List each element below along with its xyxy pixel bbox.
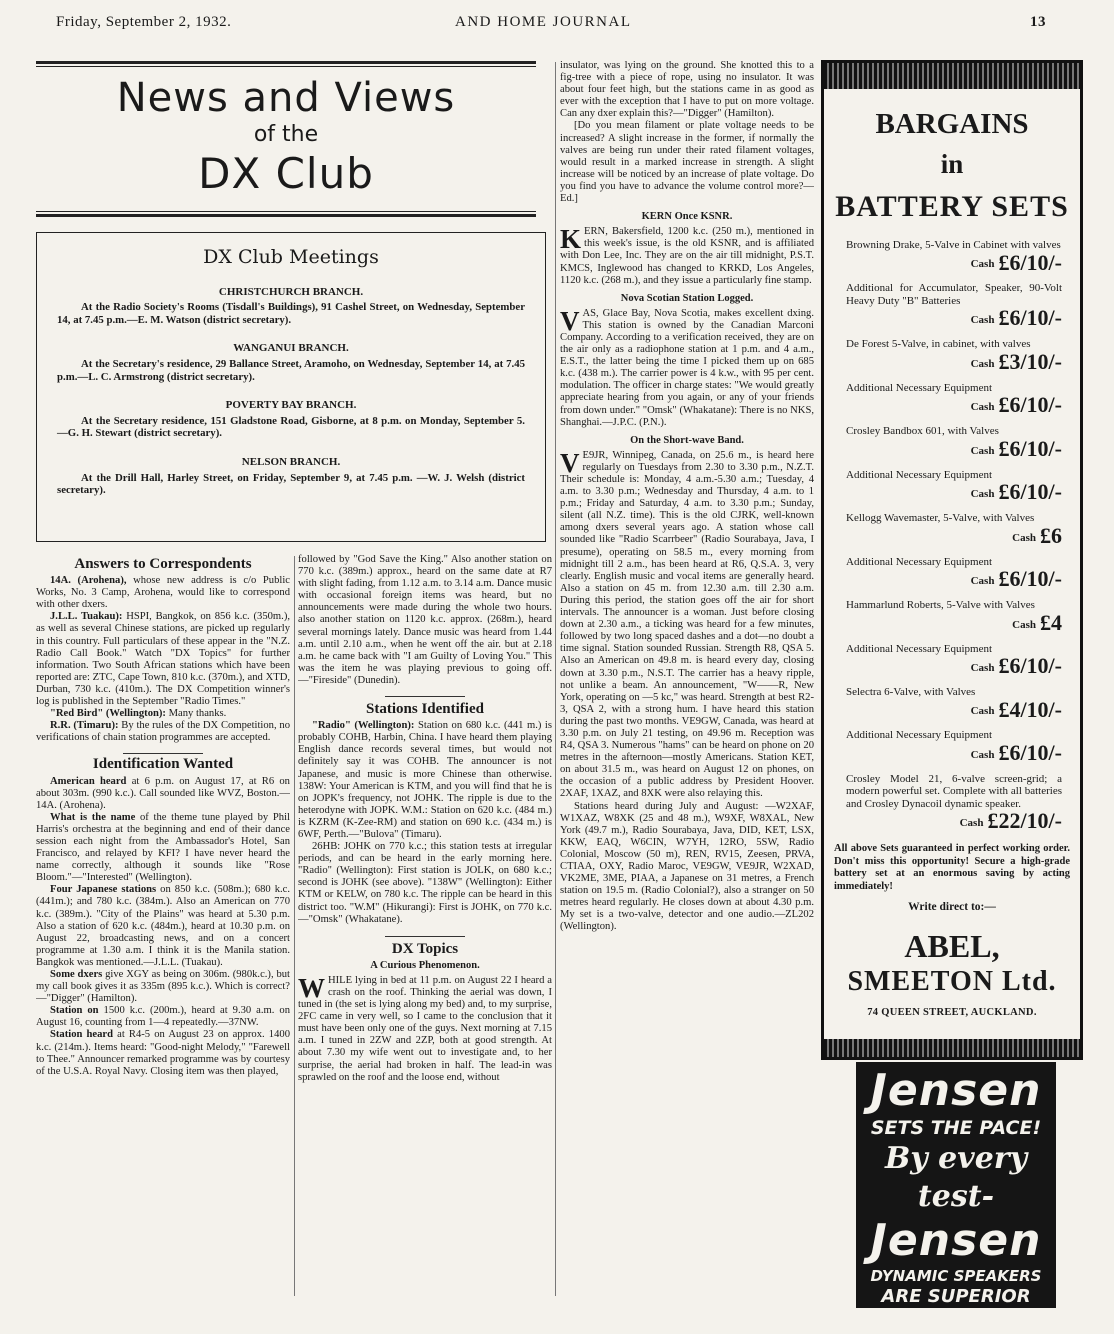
ad-item: Additional Necessary Equipment Cash £6/10/- <box>846 381 1062 418</box>
shortwave-text: V E9JR, Winnipeg, Canada, on 25.6 m., is heard here regularly on Tuesdays from 2.30 to 3.30 p.m., N.Z.T. Their schedule is: Monday, 4 a.m.-5.30 a.m.; Tuesday, 4 a.m. to 3.30 p.m.; Wednesday and Thursday, 4 a.m. to 1 p.m.; Friday and Saturday, 4 a.m. to 3.30 p.m.; Sunday, silent (all N.Z. time). This is the old CJRK, well-known among dxers several years ago. A station whose call sounded like "Radio Scarrbeer" (Radio Sourabaya, Java, I presume), operating on 58.5 m., every morning from midnight till 2 a.m., has been heard at R6, Q.S.A. 3, very clearly. English music and vocal items are generally heard. Also a station on 45 m. from 12.30 a.m. till 2.30 a.m. During this period, the station goes off the air for short intervals. The announcer is a woman. Just before closing down at 2.30 a.m., a ticking was heard for a few minutes, followed by two long spaced dashes and a dot—no doubt a time signal. Station sounded Russian. Strength R8, QSA 5. Also an American on 49.8 m. is heard every day, closing down at 3.30 p.m., N.S.T. The carrier has a heavy ripple, not unlike a beam. An announcement, "W——R, New York, operating on —5 kc," was heard. Strength at best R2-3, QSA 2, with a strong hum. I have heard this station during the past two months. VE9GW, Canada, was heard at 3.30 p.m. on July 21 testing, on 49.96 m. Reception was R4, QSA 3. Numerous "hams" can be heard on phone on 20 metres in the afternoon—mostly Americans. Station KET, on about 31.5 m., was heard on August 12 on phones, on the occasion of a public address by President Hoover. 2XAF, 1XAZ, and 8XK were also relaying this. <box>560 447 814 800</box>
column-1 <box>36 554 290 1314</box>
kern-text: KERN, Bakersfield, 1200 k.c. (250 m.), mentioned in this week's issue, is the old KSNR, and is affiliated with Don Lee, Inc. They are on the air till midnight, P.S.T. KMCS, Inglewood has changed to KRKD, Los Angeles, 1120 k.c. (268 m.), and they issue a particularly fine stamp. <box>560 224 814 286</box>
answer-item: "Red Bird" (Wellington): Many thanks. <box>50 708 227 720</box>
column-divider <box>555 62 556 1296</box>
company-line-1: ABEL, <box>904 928 1000 965</box>
ad-item: Kellogg Wavemaster, 5-Valve, with Valves Cash £6 <box>846 512 1062 548</box>
ad-company <box>824 927 1080 999</box>
ident-item: Some dxers give XGY as being on 306m. (980k.c.), but my call book gives it as 335m (895 k.c.). Which is correct? —"Digger" (Hamilton). <box>36 969 290 1005</box>
column-3 <box>560 60 814 1316</box>
jensen-slogan-4: ARE SUPERIOR <box>881 1286 1031 1307</box>
stations-heading: Stations Identified <box>366 701 484 718</box>
column-divider <box>294 556 295 1296</box>
ident-item: American heard at 6 p.m. on August 17, at R6 on about 303m. (990 k.c.). Call sounded like WVZ, Boston.—14A. (Arohena). <box>36 775 290 811</box>
jensen-slogan-1: SETS THE PACE! <box>870 1117 1042 1139</box>
jensen-slogan-2: By every test- <box>884 1141 1028 1214</box>
masthead-rule-top-thin <box>36 66 536 67</box>
ad-heading <box>824 107 1080 225</box>
ad-address: 74 QUEEN STREET, AUCKLAND. <box>867 1007 1037 1019</box>
continued-text: followed by "God Save the King." Also another station on 770 k.c. (389m.) approx., heard on the same date at R7 with slight fading, from 1.12 a.m. to 3.14 a.m. Dance music with occasional foreign items was heard, but no announcements were made during the whole two hours. also another station on 1120 k.c. approx. (268m.), heard several mornings lately. Dance music was heard from 1.44 a.m. until 2.10 a.m., when he went off the air. but at 2.18 a.m. he came back with "I am Guilty of Loving You." This was the item he was playing previous to going off.—"Fireside" (Dunedin). <box>298 554 552 686</box>
masthead-line2: of the <box>253 122 319 147</box>
drop-cap: W <box>298 972 325 1003</box>
station-item: "Radio" (Wellington): Station on 680 k.c. (441 m.) is probably COHB, Harbin, China. I have heard them playing English dance records several times, but would not definitely say it was COHB. The announcer is not Japanese, and music is more Chinese than otherwise. 138W: Your American is KTM, and you will find that he is on JOPK's frequency, not JOHK. The ripple is due to the heterodyne with JOPK. W.M.: Station on 620 k.c. (484 m.) is KZRM (K-Zee-RM) and station on 690 k.c. (434 m.) is 6WF, Perth.—"Bulova" (Timaru). <box>298 720 552 840</box>
meetings-box <box>36 232 546 542</box>
branch-text: At the Radio Society's Rooms (Tisdall's Buildings), 91 Cashel Street, on Wednesday, September 14, at 7.45 p.m.—E. M. Watson (district secretary). <box>57 301 525 326</box>
topics-subheading: A Curious Phenomenon. <box>370 959 480 971</box>
station-item: 26HB: JOHK on 770 k.c.; this station tests at irregular periods, and can be heard in the early morning here. "Radio" (Wellington): First station is JOLK, on 680 k.c.; second is JOHK (see above). "138W" (Wellington): Either KTM or KELW, on 780 k.c. The ripple can be heard in this district too. "W.M" (Hikurangi): First is JOHK, on 770 k.c.—"Omsk" (Whakatane). <box>298 841 552 925</box>
topics-heading: DX Topics <box>391 940 459 957</box>
drop-cap: V <box>560 305 580 336</box>
branch-name: POVERTY BAY BRANCH. <box>225 399 357 412</box>
shortwave-heading: On the Short-wave Band. <box>630 434 744 446</box>
nova-heading: Nova Scotian Station Logged. <box>620 292 754 304</box>
ad-item: Additional Necessary Equipment Cash £6/10/- <box>846 555 1062 592</box>
drop-cap: V <box>560 447 580 478</box>
ad-title-1: BARGAINS <box>875 108 1029 140</box>
ad-item: Crosley Model 21, 6-valve screen-grid; a modern powerful set. Complete with all batteries and Crosley Dynacoil dynamic speaker. Cash £22/10/- <box>846 772 1062 834</box>
branch-name: CHRISTCHURCH BRANCH. <box>218 285 364 298</box>
ad-item: Additional Necessary Equipment Cash £6/10/- <box>846 642 1062 679</box>
meetings-title: DX Club Meetings <box>203 246 379 268</box>
ident-item: What is the name of the theme tune played by Phil Harris's orchestra at the beginning and end of their dance session each night from the Ambassador's Hotel, San Francisco, and relayed by KFI? I have never heard the name correctly, although it sounds like "Rose Bloom."—"Interested" (Wellington). <box>36 811 290 884</box>
divider <box>385 696 465 697</box>
ident-item: Station on 1500 k.c. (200m.), heard at 9.30 a.m. on August 16, counting from 1—4 repeatedly.—37NW. <box>36 1005 290 1029</box>
divider <box>385 936 465 937</box>
issue-date: Friday, September 2, 1932. <box>56 14 232 30</box>
ad-item: De Forest 5-Valve, in cabinet, with valves Cash £3/10/- <box>846 338 1062 374</box>
divider <box>123 753 203 754</box>
masthead-rule-top <box>36 61 536 64</box>
shortwave-stations: Stations heard during July and August: —W2XAF, W1XAZ, W8XK (25 and 48 m.), W9XF, W8XAL, New York (49.7 m.), Radio Sourabaya, Java, DID, KET, LSX, KKW, EAQ, W6CIN, W7YH, 12RO, 5SW, Radio Colonial, Moscow (50 m), REN, RV15, Zeesen, PRVA, CTIAA, OXY, Radio Maroc, VE9GW, VE9JR, W2XAD, VK2ME, 3ME, PIAA, a Japanese on 31 metres, a French station on 19.5 m. (Radio Colonial?), also a stranger on 50 metres heard regularly. He closes down at about 4.30 p.m. My set is a two-valve, detector and one audio.—ZL202 (Wellington). <box>560 800 814 933</box>
masthead-rule-bottom <box>36 214 536 217</box>
ad-items <box>824 225 1080 834</box>
masthead-line1: News and Views <box>116 75 456 121</box>
branch-text: At the Drill Hall, Harley Street, on Friday, September 9, at 7.45 p.m. —W. J. Welsh (district secretary). <box>57 471 525 497</box>
battery-sets-ad <box>821 60 1083 1060</box>
ad-item: Additional Necessary Equipment Cash £6/10/- <box>846 729 1062 765</box>
answer-item: 14A. (Arohena), whose new address is c/o Public Works, No. 3 Camp, Arohena, would like to correspond with other dxers. <box>36 575 290 611</box>
drop-cap: K <box>560 224 582 255</box>
branch-name: WANGANUI BRANCH. <box>233 342 349 355</box>
branch-text: At the Secretary residence, 151 Gladstone Road, Gisborne, at 8 p.m. on Monday, September 5.—G. H. Stewart (district secretary). <box>57 414 525 440</box>
continued-text: insulator, was lying on the ground. She knotted this to a fig-tree with a piece of rope, using no insulator. It was about four feet high, but the stations came in as good as ever with the exception that I have to put on more voltage. Can any dxer explain this?—"Digger" (Hamilton). <box>560 60 814 120</box>
masthead-rule-bottom-thin <box>36 211 536 212</box>
ad-item: Additional Necessary Equipment Cash £6/10/- <box>846 468 1062 505</box>
ad-item: Additional for Accumulator, Speaker, 90-Volt Heavy Duty "B" Batteries Cash £6/10/- <box>846 282 1062 331</box>
kern-heading: KERN Once KSNR. <box>641 211 733 223</box>
ad-write: Write direct to:— <box>908 901 996 914</box>
branch-name: NELSON BRANCH. <box>241 455 341 468</box>
ad-title-3: BATTERY SETS <box>835 190 1069 223</box>
ident-item: Station heard at R4-5 on August 23 on approx. 1400 k.c. (214m.). Items heard: "Good-night Melody," "Farewell to Thee." Announcer remarked programme was by courtesy of the U.S.A. Royal Navy. Closing item was then played, <box>36 1029 290 1077</box>
answer-item: R.R. (Timaru): By the rules of the DX Competition, no verifications of chain station programmes are accepted. <box>36 720 290 744</box>
jensen-ad <box>856 1062 1056 1308</box>
ad-item: Selectra 6-Valve, with Valves Cash £4/10/- <box>846 686 1062 722</box>
company-line-2: SMEETON Ltd. <box>847 966 1057 998</box>
ad-item: Hammarlund Roberts, 5-Valve with Valves Cash £4 <box>846 599 1062 635</box>
branch-text: At the Secretary's residence, 29 Ballance Street, Aramoho, on Wednesday, September 14, at 7.45 p.m.—L. C. Armstrong (district secretary). <box>57 357 525 383</box>
ad-bottom-bar <box>824 1039 1080 1057</box>
ad-top-bar <box>824 63 1080 89</box>
jensen-logo-2: Jensen <box>870 1215 1042 1266</box>
jensen-logo: Jensen <box>870 1065 1042 1116</box>
ad-item: Crosley Bandbox 601, with Valves Cash £6/10/- <box>846 425 1062 461</box>
ident-heading: Identification Wanted <box>92 756 234 773</box>
ad-item: Browning Drake, 5-Valve in Cabinet with valves Cash £6/10/- <box>846 239 1062 275</box>
ad-title-2: in <box>940 149 964 179</box>
page-number: 13 <box>1030 14 1046 30</box>
ident-item: Four Japanese stations on 850 k.c. (508m.); 680 k.c. (441m.); and 780 k.c. (384m.). Also an American on 770 k.c. (389m.). "City of the Plains" was heard at 5.30 p.m. Also a station of 620 k.c. (484m.), heard at 10.30 p.m. on August 22, broadcasting news, and on a concert programme at 1.30 a.m. I think it is the Manila station. Bangkok was mentioned.—J.L.L. (Tuakau). <box>36 884 290 968</box>
masthead-line3: DX Club <box>198 149 374 198</box>
editor-note: [Do you mean filament or plate voltage needs to be increased? A slight increase in the former, if normally the valves are being run under their rated filament voltages, would result in a marked increase in strength. A slight increase will be noticed by an increase of plate voltage. Do you find you have to advance the volume control more?—Ed.] <box>560 120 814 205</box>
masthead <box>36 74 536 200</box>
journal-title: AND HOME JOURNAL <box>455 14 632 30</box>
column-2 <box>298 554 552 1314</box>
jensen-slogan-3: DYNAMIC SPEAKERS <box>870 1267 1042 1285</box>
answers-heading: Answers to Correspondents <box>74 556 252 572</box>
ad-guarantee: All above Sets guaranteed in perfect working order. Don't miss this opportunity! Secure a high-grade battery set at an enormous saving by acting immediately! <box>834 843 1070 892</box>
topics-text: WHILE lying in bed at 11 p.m. on August 22 I heard a crash on the roof. Thinking the aerial was down, I tuned in (the set is lying along my bed) and, to my surprise, 2FC came in very well, so I came to the conclusion that it must have been only one of the guys. Next morning at 7.15 a.m. I tuned in 2ZW and 2ZP, both at good strength. At about 7.30 my wife went out to investigate and, to her surprise, the aerial had broken in half. The lead-in was sprawled on the roof and the loose end, without <box>298 972 552 1083</box>
answer-item: J.L.L. Tuakau): HSPI, Bangkok, on 856 k.c. (350m.), as well as several Chinese stations, are picked up regularly in this country. Full particulars of these appear in the "N.Z. Radio Call Book." Watch "DX Topics" for further information. Two South African stations which have been reported are: ZTC, Cape Town, 810 k.c. (370m.), and XTD, Durban, 730 k.c. (410m.). The DX Competition winner's log is published in the September "Radio Times." <box>36 611 290 708</box>
nova-text: VAS, Glace Bay, Nova Scotia, makes excellent dxing. This station is owned by the Canadian Marconi Company. According to a verification received, they are on the air only as a radiophone station at 1 p.m. and 4 a.m., E.S.T., the latter being the time I picked them up on 685 k.c. (438 m.). The carrier power is 4 k.w., with 95 per cent. modulation. The officer in charge states: "We would greatly appreciate hearing from you again, or any of your friends from down under." "Omsk" (Whakatane): There is no NKS, Shanghai.—J.P.C. (P.N.). <box>560 305 814 428</box>
